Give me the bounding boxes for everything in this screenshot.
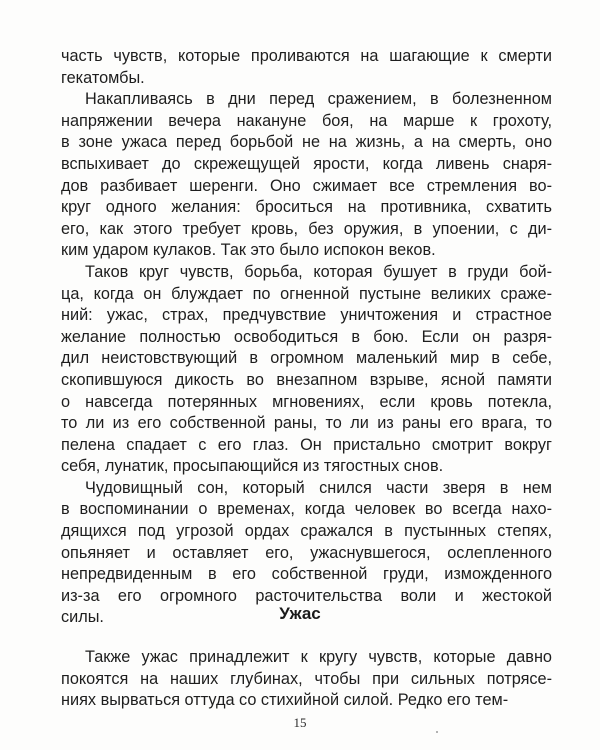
text-line: то ли из его собственной раны, то ли из раны его врага, то xyxy=(61,414,552,433)
text-line: в воспоминании о временах, когда человек во всегда нахо- xyxy=(61,500,552,519)
paragraph xyxy=(61,46,552,89)
text-line: напряжении вечера накануне боя, на марше к грохоту, xyxy=(61,111,552,130)
text-line: Также ужас принадлежит к кругу чувств, которые давно xyxy=(85,648,552,666)
paragraph xyxy=(61,262,552,478)
text-line: о навсегда потерянных мгновениях, если кровь потекла, xyxy=(61,392,552,411)
print-speck xyxy=(436,731,438,733)
text-line: себя, лунатик, просыпающийся из тягостных снов. xyxy=(61,457,444,476)
text-line: желание полностью освободиться в бою. Если он разря- xyxy=(61,327,552,346)
text-line: Чудовищный сон, который снился части зверя в нем xyxy=(85,478,552,497)
text-line: ний: ужас, страх, предчувствие уничтожения и страстное xyxy=(61,306,552,325)
text-line: покоятся на наших глубинах, чтобы при сильных потрясе- xyxy=(61,669,552,688)
body-text-top xyxy=(61,46,552,629)
text-line: ким ударом кулаков. Так это было испокон веков. xyxy=(61,241,436,260)
page-number: 15 xyxy=(293,715,307,730)
text-line: дов разбивает шеренги. Оно сжимает все стремления во- xyxy=(61,176,552,195)
text-line: опьяняет и оставляет его, ужаснувшегося, ослепленного xyxy=(61,543,552,562)
chapter-heading: Ужас xyxy=(279,604,321,623)
text-line: из-за его огромного расточительства воли и жестокой xyxy=(61,586,552,605)
text-line: ца, когда он блуждает по огненной пустыне великих сраже- xyxy=(61,284,552,303)
text-line: силы. xyxy=(61,608,104,627)
text-line: круг одного желания: броситься на противника, схватить xyxy=(61,198,552,217)
paragraph xyxy=(61,647,552,712)
text-line: дящихся под угрозой ордах сражался в пустынных степях, xyxy=(61,522,552,541)
text-line: дил неистовствующий в огромном маленький мир в себе, xyxy=(61,349,552,368)
text-line: пелена спадает с его глаз. Он пристально смотрит вокруг xyxy=(61,435,552,454)
text-line: скопившуюся дикость во внезапном взрыве, ясной памяти xyxy=(61,370,552,389)
text-line: Накапливаясь в дни перед сражением, в болезненном xyxy=(85,90,552,109)
text-line: непредвиденным в его собственной груди, изможденного xyxy=(61,565,552,584)
text-line: часть чувств, которые проливаются на шагающие к смерти xyxy=(61,47,552,65)
text-line: его, как этого требует кровь, без оружия, в упоении, с ди- xyxy=(61,219,552,238)
text-line: Таков круг чувств, борьба, которая бушует в груди бой- xyxy=(85,262,552,281)
text-line: вспыхивает до скрежещущей ярости, когда ливень снаря- xyxy=(61,154,552,173)
text-line: ниях вырваться оттуда со стихийной силой. Редко его тем- xyxy=(61,691,509,710)
body-text-bottom xyxy=(61,647,552,712)
text-line: в зоне ужаса перед борьбой не на жизнь, а на смерть, оно xyxy=(61,133,552,152)
paragraph xyxy=(61,89,552,262)
text-line: гекатомбы. xyxy=(61,68,145,87)
